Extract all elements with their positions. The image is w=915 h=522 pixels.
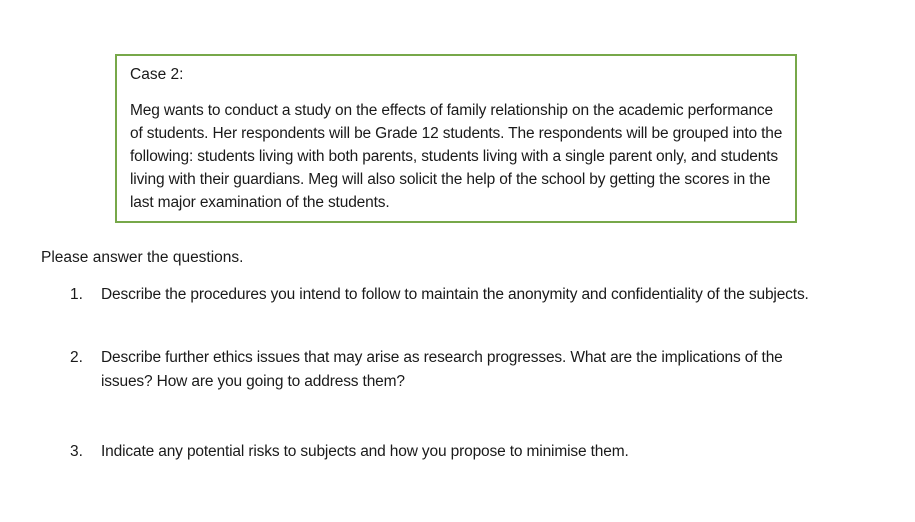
question-text: Describe the procedures you intend to follow to maintain the anonymity and confidentiality of the subjects. [101, 286, 809, 303]
question-text: Describe further ethics issues that may arise as research progresses. What are the implications of the issues? How are you going to address them? [101, 349, 783, 390]
question-text: Indicate any potential risks to subjects and how you propose to minimise them. [101, 443, 629, 460]
instructions-text: Please answer the questions. [41, 249, 244, 266]
question-number: 3. [70, 443, 83, 460]
case-title: Case 2: [130, 66, 184, 83]
question-number: 2. [70, 349, 83, 366]
case-description: Meg wants to conduct a study on the effects of family relationship on the academic performance of students. Her respondents will be Grade 12 students. The respondents will be grouped into the following: students living with both parents, students living with a single parent only, and students living with their guardians. Meg will also solicit the help of the school by getting the scores in the last major examination of the students. [130, 102, 783, 211]
case-box [115, 54, 797, 223]
question-number: 1. [70, 286, 83, 303]
